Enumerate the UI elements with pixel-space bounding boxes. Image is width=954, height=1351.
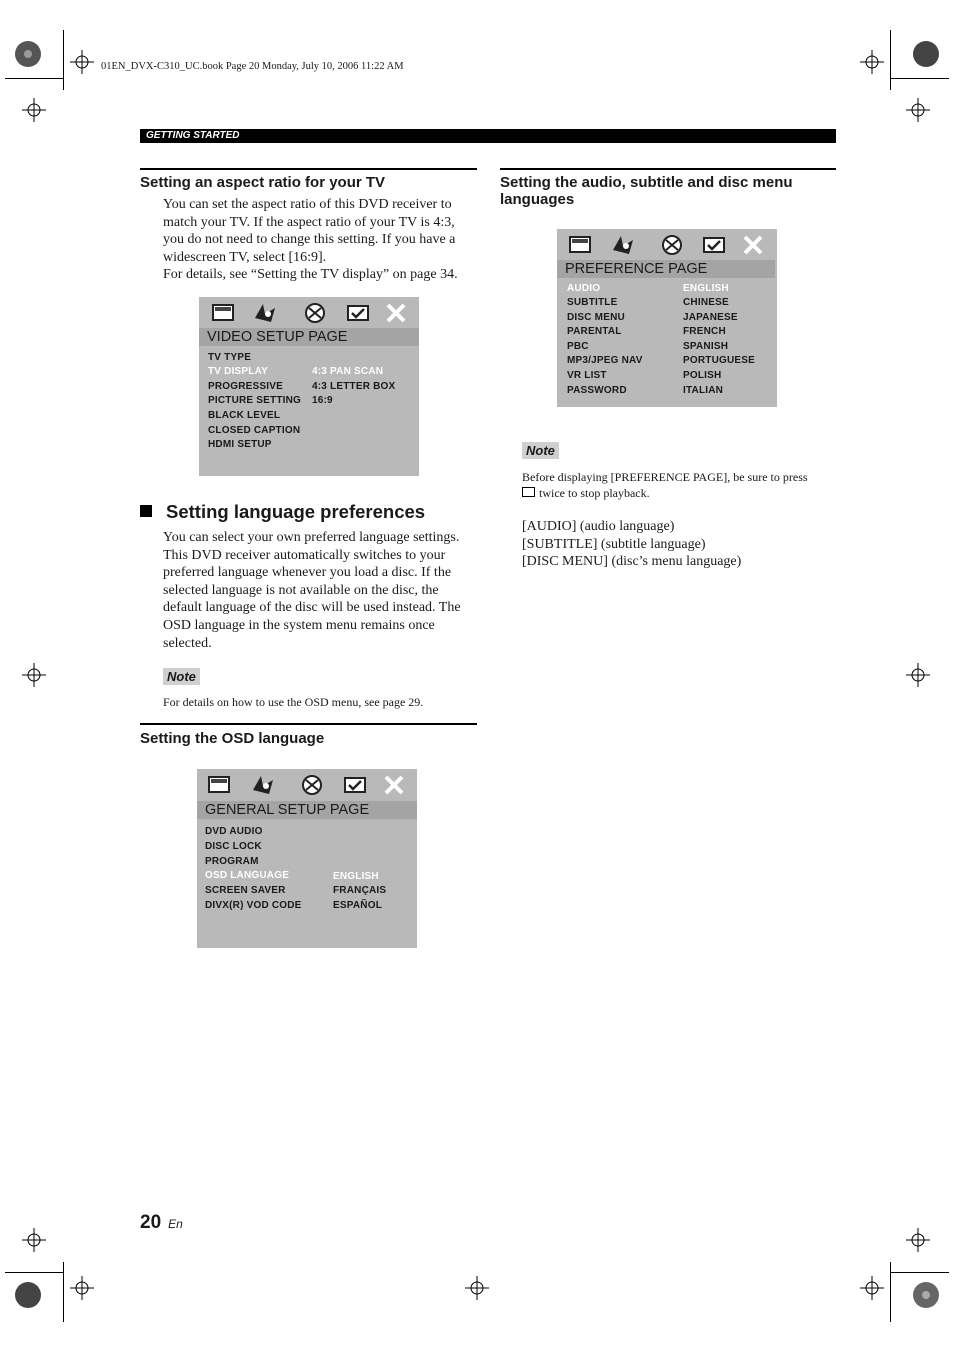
language-heading-text: Setting language preferences: [166, 501, 426, 522]
osd-option: POLISH: [683, 370, 722, 381]
starburst-mark-bottom-left: [14, 1281, 42, 1309]
osd-option: PORTUGUESE: [683, 355, 756, 366]
note-text-a: Before displaying [PREFERENCE PAGE], be sure to press: [522, 470, 808, 484]
osd-icon-bar: [197, 769, 417, 799]
crop-mark: [891, 78, 949, 79]
osd-item: TV TYPE: [208, 352, 252, 363]
disc-icon: [298, 774, 326, 796]
note-label: Note: [163, 668, 200, 685]
registration-mark: [22, 98, 46, 122]
registration-mark: [22, 663, 46, 687]
osd-item: CLOSED CAPTION: [208, 425, 301, 436]
note-text-b: twice to stop playback.: [539, 486, 650, 500]
aspect-heading: Setting an aspect ratio for your TV: [140, 174, 386, 191]
osd-item: DISC LOCK: [205, 841, 262, 852]
language-item: [SUBTITLE] (subtitle language): [522, 536, 706, 552]
osd-option: 16:9: [312, 395, 333, 406]
osd-title: VIDEO SETUP PAGE: [199, 328, 419, 346]
video-setup-icon: [209, 302, 237, 324]
audio-setup-icon: [251, 302, 279, 324]
video-setup-osd: [199, 297, 419, 476]
preference-icon: [341, 774, 369, 796]
page-language: En: [168, 1217, 183, 1231]
registration-mark: [465, 1276, 489, 1300]
osd-item: DISC MENU: [567, 312, 625, 323]
registration-mark: [906, 663, 930, 687]
rule: [500, 168, 836, 170]
starburst-mark-bottom-right: [912, 1281, 940, 1309]
osd-title: GENERAL SETUP PAGE: [197, 801, 417, 819]
osd-option: ITALIAN: [683, 385, 724, 396]
osd-option: JAPANESE: [683, 312, 738, 323]
osd-item: PBC: [567, 341, 589, 352]
osd-icon-bar: [557, 229, 777, 259]
registration-mark: [860, 50, 884, 74]
disc-icon: [301, 302, 329, 324]
osd-item: PROGRESSIVE: [208, 381, 283, 392]
language-item: [AUDIO] (audio language): [522, 519, 675, 534]
close-icon: [382, 302, 410, 324]
preference-icon: [700, 234, 728, 256]
osd-item: PICTURE SETTING: [208, 395, 302, 406]
osd-icon-bar: [199, 297, 419, 327]
crop-mark: [63, 30, 64, 90]
starburst-mark-top-left: [14, 40, 42, 68]
stop-button-icon: [522, 487, 535, 497]
language-item-list: [522, 518, 741, 571]
note-text: [522, 469, 834, 501]
osd-item: SUBTITLE: [567, 297, 618, 308]
osd-item-selected: AUDIO: [567, 283, 601, 294]
osd-option-selected: ENGLISH: [333, 871, 379, 882]
registration-mark: [70, 50, 94, 74]
disc-icon: [658, 234, 686, 256]
crop-mark: [5, 1272, 63, 1273]
osd-language-heading: Setting the OSD language: [140, 730, 325, 747]
osd-option: SPANISH: [683, 341, 729, 352]
audio-setup-icon: [609, 234, 637, 256]
close-icon: [739, 234, 767, 256]
language-body: You can select your own preferred language settings. This DVD receiver automatically switches to your preferred language whenever you load a disc. If the selected language is not available on the disc, the default language of the disc will be used instead. The OSD language in the system menu remains once selected.: [163, 530, 461, 651]
osd-item-selected: OSD LANGUAGE: [205, 870, 290, 881]
rule: [140, 168, 477, 170]
osd-item: MP3/JPEG NAV: [567, 355, 643, 366]
page-number: 20: [140, 1212, 162, 1233]
rule: [140, 723, 477, 725]
square-bullet-icon: [140, 505, 152, 517]
page-footer: [140, 1212, 183, 1234]
audio-subtitle-heading: Setting the audio, subtitle and disc menu languages: [500, 174, 793, 208]
note-label: Note: [522, 442, 559, 459]
osd-item: BLACK LEVEL: [208, 410, 281, 421]
preference-osd: [557, 229, 777, 407]
aspect-details: For details, see “Setting the TV display” on page 34.: [163, 267, 458, 282]
osd-option: 4:3 LETTER BOX: [312, 381, 396, 392]
osd-item: SCREEN SAVER: [205, 885, 286, 896]
osd-title: PREFERENCE PAGE: [557, 260, 775, 278]
starburst-mark-top-right: [912, 40, 940, 68]
section-title: GETTING STARTED: [146, 130, 240, 141]
note-text: For details on how to use the OSD menu, see page 29.: [163, 695, 424, 709]
audio-setup-icon: [249, 774, 277, 796]
osd-option: FRANÇAIS: [333, 885, 387, 896]
registration-mark: [906, 1228, 930, 1252]
registration-mark: [22, 1228, 46, 1252]
osd-item: PASSWORD: [567, 385, 627, 396]
osd-option: FRENCH: [683, 326, 726, 337]
language-heading: [140, 501, 425, 523]
aspect-body: You can set the aspect ratio of this DVD receiver to match your TV. If the aspect ratio of your TV is 4:3, you do not need to change this setting. If you have a widescreen TV, select [16:9].: [163, 197, 456, 265]
section-bar: [140, 129, 836, 143]
registration-mark: [906, 98, 930, 122]
close-icon: [380, 774, 408, 796]
video-setup-icon: [205, 774, 233, 796]
file-header: 01EN_DVX-C310_UC.book Page 20 Monday, July 10, 2006 11:22 AM: [101, 61, 404, 72]
osd-item: HDMI SETUP: [208, 439, 272, 450]
registration-mark: [860, 1276, 884, 1300]
osd-item-selected: TV DISPLAY: [208, 366, 268, 377]
osd-option-selected: ENGLISH: [683, 283, 729, 294]
osd-option: ESPAÑOL: [333, 900, 382, 911]
registration-mark: [70, 1276, 94, 1300]
crop-mark: [5, 78, 63, 79]
osd-option: CHINESE: [683, 297, 729, 308]
crop-mark: [63, 1262, 64, 1322]
osd-option-selected: 4:3 PAN SCAN: [312, 366, 384, 377]
osd-item: PARENTAL: [567, 326, 622, 337]
crop-mark: [890, 30, 891, 90]
osd-item: DIVX(R) VOD CODE: [205, 900, 302, 911]
osd-item: PROGRAM: [205, 856, 259, 867]
preference-icon: [344, 302, 372, 324]
osd-item: VR LIST: [567, 370, 607, 381]
crop-mark: [890, 1262, 891, 1322]
general-setup-osd: [197, 769, 417, 948]
language-item: [DISC MENU] (disc’s menu language): [522, 554, 742, 570]
osd-item: DVD AUDIO: [205, 826, 263, 837]
video-setup-icon: [566, 234, 594, 256]
crop-mark: [891, 1272, 949, 1273]
